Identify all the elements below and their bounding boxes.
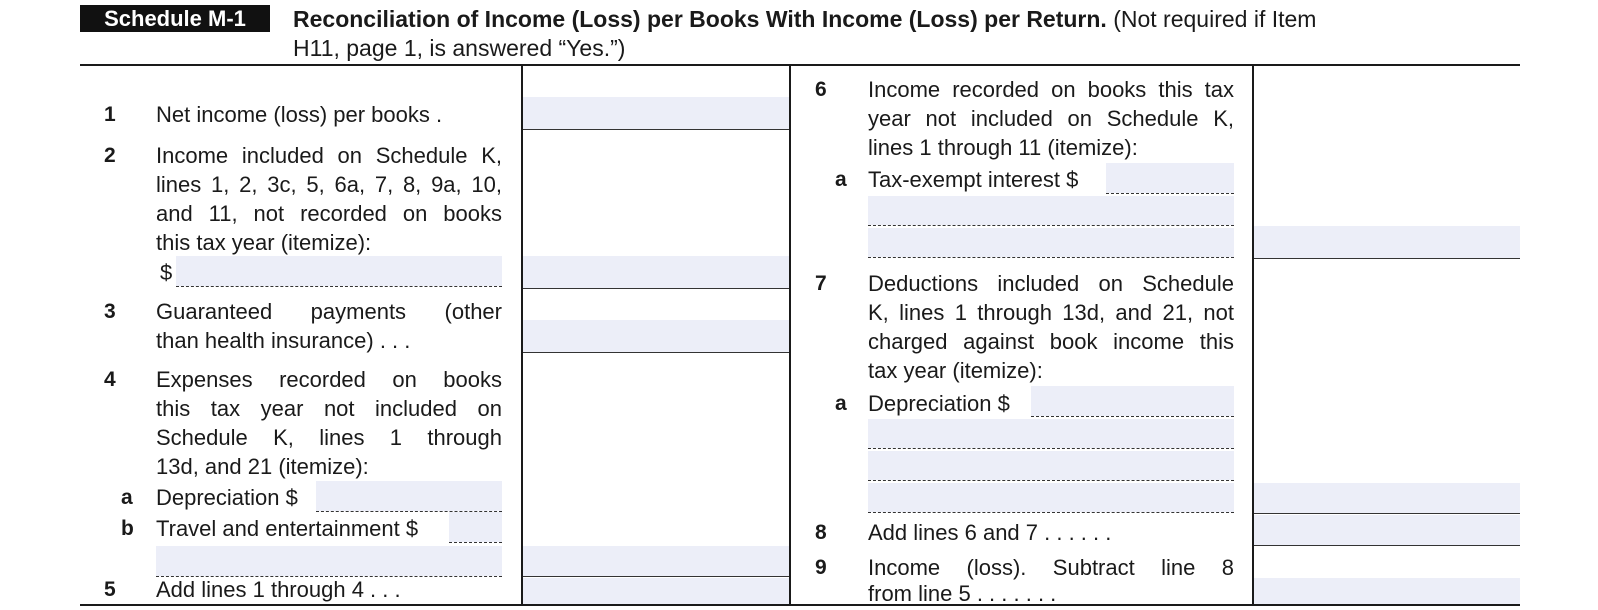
line3-label-2: than health insurance) . . . [156,328,411,353]
table-bottom-rule [80,604,1520,606]
line6-amount-rule [1254,258,1520,259]
title-note: (Not required if Item [1106,6,1317,32]
line8-label: Add lines 6 and 7 . . . . . . [868,520,1112,545]
line4a-label: Depreciation $ [156,485,298,510]
line2-label-3: and 11, not recorded on books [156,201,502,226]
line4b-letter: b [121,517,134,540]
table-top-rule [80,64,1520,66]
line6a-label: Tax-exempt interest $ [868,167,1079,192]
line4b-label: Travel and entertainment $ [156,516,419,541]
line6-amount-field[interactable] [1254,226,1520,258]
line6a-rule [1106,193,1234,194]
line1-amount-field[interactable] [523,97,789,129]
center-column-divider [789,64,791,604]
line4-label-1: Expenses recorded on books [156,367,502,392]
line7a-label: Depreciation $ [868,391,1010,416]
line7a-letter: a [835,392,847,415]
line4b-travel-field[interactable] [449,512,502,542]
line1-amount-rule [523,129,789,130]
line5-amount-field[interactable] [523,578,789,604]
line4-number: 4 [104,368,116,391]
line8-amount-rule [1254,545,1520,546]
line2-label-2: lines 1, 2, 3c, 5, 6a, 7, 8, 9a, 10, [156,172,502,197]
line7-itemize-rule-3 [868,512,1234,513]
line3-amount-rule [523,352,789,353]
line4-amount-rule [523,576,789,577]
line3-amount-field[interactable] [523,320,789,352]
line6-itemize-rule-1 [868,225,1234,226]
line7-number: 7 [815,272,827,295]
line8-number: 8 [815,521,827,544]
line6-label-2: year not included on Schedule K, [868,106,1234,131]
line4-label-2: this tax year not included on [156,396,502,421]
line6a-letter: a [835,168,847,191]
line7-itemize-rule-2 [868,480,1234,481]
line6a-tax-exempt-field[interactable] [1106,163,1234,193]
line4-amount-field[interactable] [523,546,789,576]
line6-itemize-field-2[interactable] [868,228,1234,257]
line7-amount-field[interactable] [1254,483,1520,513]
line2-amount-rule [523,288,789,289]
schedule-subtitle: H11, page 1, is answered “Yes.”) [293,35,626,61]
line1-number: 1 [104,103,116,126]
line6-label-1: Income recorded on books this tax [868,77,1234,102]
line4b-itemize-field[interactable] [156,546,502,576]
schedule-badge: Schedule M-1 [80,5,270,32]
line4a-letter: a [121,486,133,509]
line1-label: Net income (loss) per books . [156,102,443,127]
line4-label-4: 13d, and 21 (itemize): [156,454,369,479]
line7-label-4: tax year (itemize): [868,358,1043,383]
line6-itemize-rule-2 [868,257,1234,258]
line2-dollar-sign: $ [160,260,173,285]
line5-number: 5 [104,578,116,601]
line6-itemize-field-1[interactable] [868,196,1234,225]
line9-label-1: Income (loss). Subtract line 8 [868,555,1234,580]
line4b-rule [449,542,502,543]
line3-label-1: Guaranteed payments (other [156,299,502,324]
line3-number: 3 [104,300,116,323]
line7-itemize-rule-1 [868,448,1234,449]
line7-itemize-field-2[interactable] [868,451,1234,480]
line2-label-4: this tax year (itemize): [156,230,372,255]
line7-itemize-field-3[interactable] [868,483,1234,512]
line5-label: Add lines 1 through 4 . . . [156,577,401,602]
line7-label-1: Deductions included on Schedule [868,271,1234,296]
line2-amount-field[interactable] [523,256,789,288]
title-bold: Reconciliation of Income (Loss) per Books With Income (Loss) per Return. [293,6,1107,32]
line6-number: 6 [815,78,827,101]
line7a-rule [1031,416,1234,417]
line4-label-3: Schedule K, lines 1 through [156,425,502,450]
line7a-depreciation-field[interactable] [1031,386,1234,416]
line2-itemize-field[interactable] [176,256,502,286]
line2-number: 2 [104,144,116,167]
line6-label-3: lines 1 through 11 (itemize): [868,135,1138,160]
line2-itemize-rule [176,286,502,287]
line9-amount-field[interactable] [1254,578,1520,604]
line8-amount-field[interactable] [1254,515,1520,545]
line2-label-1: Income included on Schedule K, [156,143,502,168]
line7-label-2: K, lines 1 through 13d, and 21, not [868,300,1234,325]
schedule-title [293,5,1316,34]
line7-label-3: charged against book income this [868,329,1234,354]
line7-amount-rule [1254,513,1520,514]
line7-itemize-field-1[interactable] [868,419,1234,448]
line9-number: 9 [815,556,827,579]
line9-label-2: from line 5 . . . . . . . [868,581,1057,606]
line4a-depreciation-field[interactable] [316,481,502,511]
